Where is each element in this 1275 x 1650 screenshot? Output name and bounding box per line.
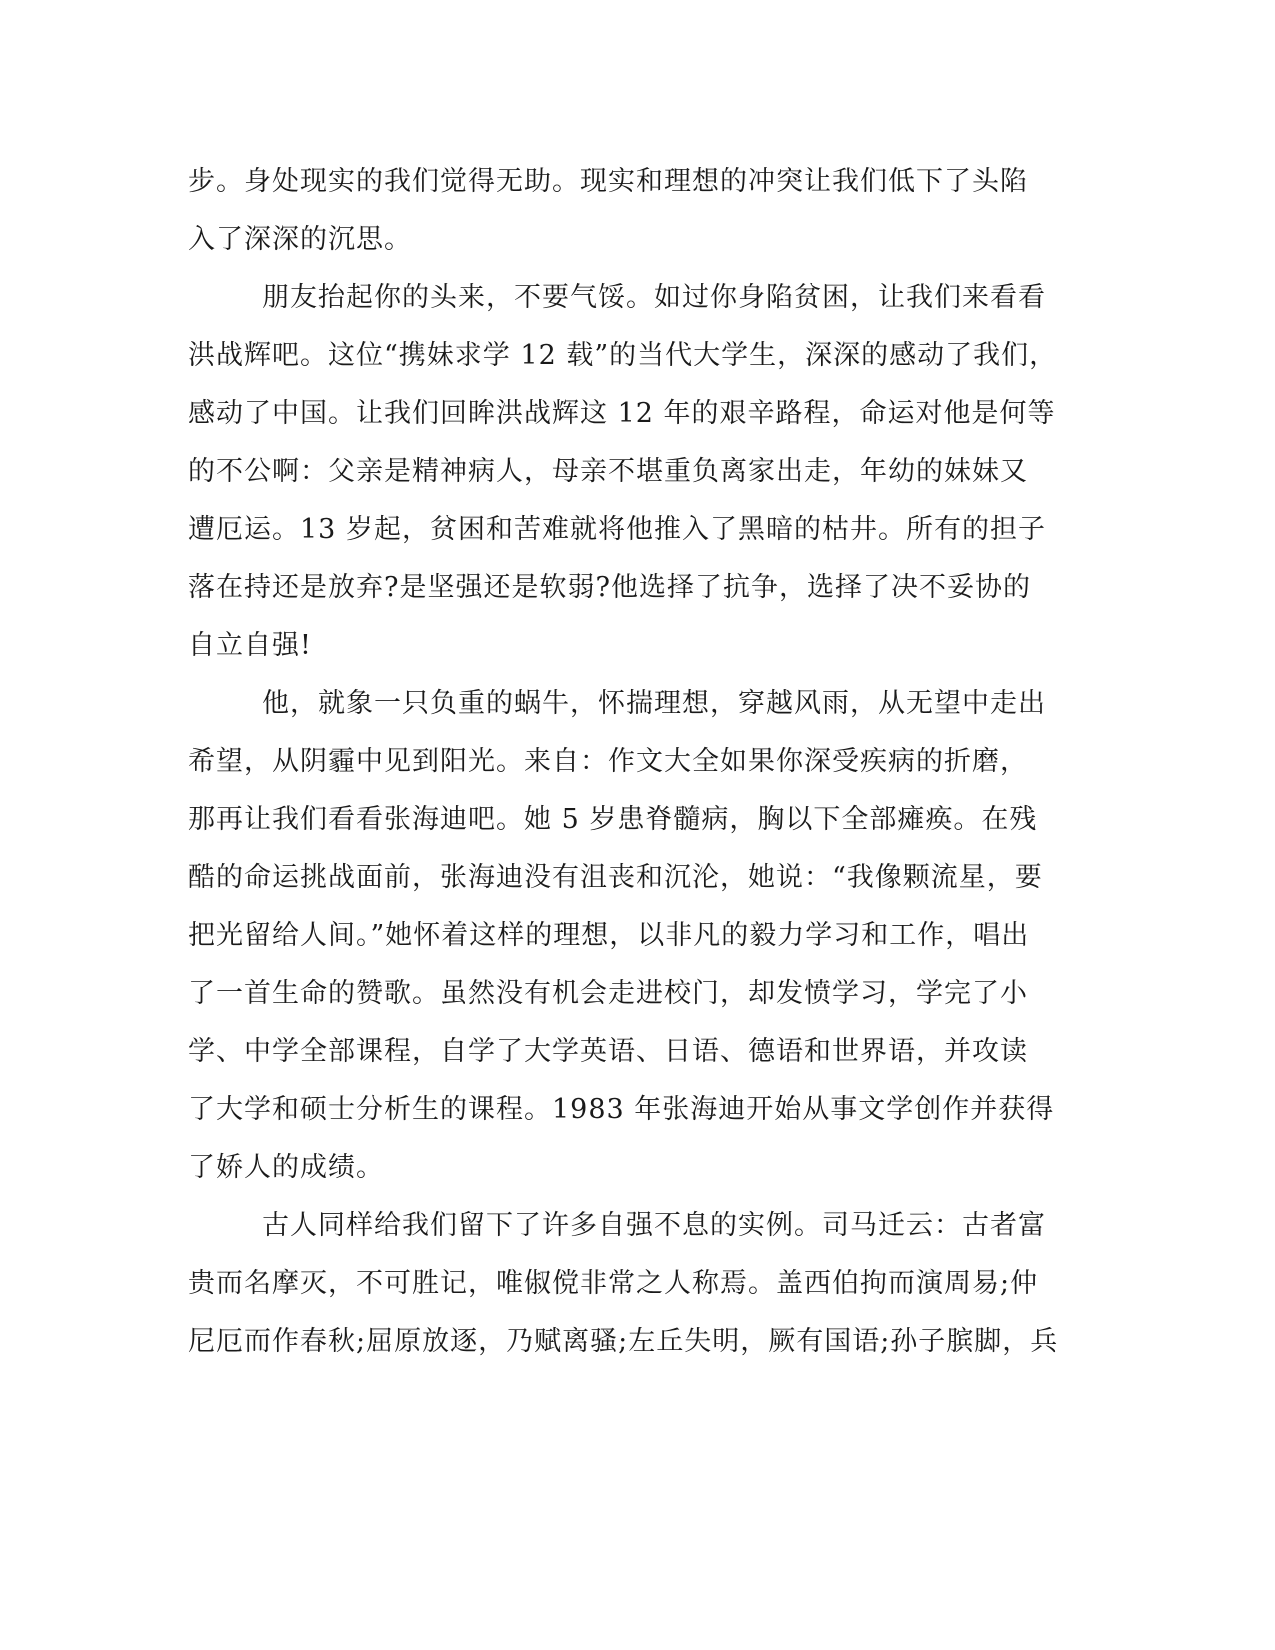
text-line: 步。身处现实的我们觉得无助。现实和理想的冲突让我们低下了头陷 [188, 166, 1028, 197]
text-line: 贵而名摩灭，不可胜记，唯俶傥非常之人称焉。盖西伯拘而演周易;仲 [188, 1268, 1039, 1299]
text-line: 自立自强! [188, 630, 312, 661]
text-line: 了大学和硕士分析生的课程。1983 年张海迪开始从事文学创作并获得 [188, 1094, 1055, 1125]
text-line: 洪战辉吧。这位“携妹求学 12 载”的当代大学生，深深的感动了我们， [188, 340, 1058, 371]
text-line: 尼厄而作春秋;屈原放逐，乃赋离骚;左丘失明，厥有国语;孙子膑脚，兵 [188, 1326, 1059, 1357]
text-line: 希望，从阴霾中见到阳光。来自：作文大全如果你深受疾病的折磨， [188, 746, 1028, 777]
text-line: 那再让我们看看张海迪吧。她 5 岁患脊髓病，胸以下全部瘫痪。在残 [188, 804, 1038, 835]
text-line: 了娇人的成绩。 [188, 1152, 384, 1183]
text-line: 遭厄运。13 岁起，贫困和苦难就将他推入了黑暗的枯井。所有的担子 [188, 514, 1046, 545]
paragraph-start-line: 他，就象一只负重的蜗牛，怀揣理想，穿越风雨，从无望中走出 [262, 688, 1046, 719]
text-line: 入了深深的沉思。 [188, 224, 412, 255]
text-line: 的不公啊：父亲是精神病人，母亲不堪重负离家出走，年幼的妹妹又 [188, 456, 1028, 487]
text-line: 学、中学全部课程，自学了大学英语、日语、德语和世界语，并攻读 [188, 1036, 1028, 1067]
text-line: 了一首生命的赞歌。虽然没有机会走进校门，却发愤学习，学完了小 [188, 978, 1028, 1009]
text-line: 落在持还是放弃?是坚强还是软弱?他选择了抗争，选择了决不妥协的 [188, 572, 1031, 603]
text-line: 把光留给人间。”她怀着这样的理想，以非凡的毅力学习和工作，唱出 [188, 920, 1030, 951]
text-line: 感动了中国。让我们回眸洪战辉这 12 年的艰辛路程，命运对他是何等 [188, 398, 1056, 429]
text-line: 酷的命运挑战面前，张海迪没有沮丧和沉沦，她说：“我像颗流星，要 [188, 862, 1043, 893]
paragraph-start-line: 朋友抬起你的头来，不要气馁。如过你身陷贫困，让我们来看看 [262, 282, 1046, 313]
paragraph-start-line: 古人同样给我们留下了许多自强不息的实例。司马迁云：古者富 [262, 1210, 1046, 1241]
